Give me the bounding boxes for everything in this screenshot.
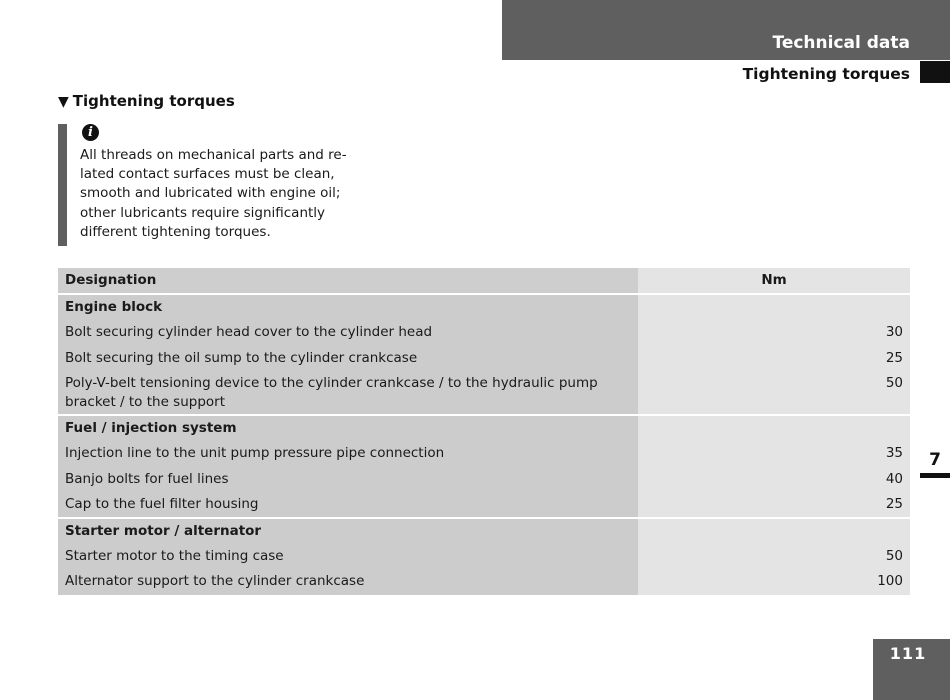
header-tab-marker [920, 61, 950, 83]
nm-cell: 35 [638, 441, 910, 467]
chapter-tab [920, 448, 950, 478]
section-heading [58, 92, 235, 110]
section-heading-text: Tightening torques [72, 92, 235, 110]
nm-cell: 25 [638, 492, 910, 518]
table-row [58, 371, 910, 415]
designation-cell: Injection line to the unit pump pressure pipe connection [58, 441, 638, 467]
designation-cell: Poly-V-belt tensioning device to the cylinder crankcase / to the hydraulic pump bracket / to the support [58, 371, 638, 415]
nm-cell: 100 [638, 569, 910, 595]
chapter-header [502, 0, 950, 60]
table-row [58, 320, 910, 346]
table-row [58, 467, 910, 493]
group-title: Fuel / injection system [58, 415, 638, 441]
column-header-nm: Nm [638, 268, 910, 294]
chapter-tab-number: 7 [929, 450, 941, 470]
table-row [58, 492, 910, 518]
page-number-box [873, 639, 950, 700]
torque-table [58, 268, 910, 595]
table-row [58, 569, 910, 595]
group-title: Engine block [58, 294, 638, 320]
table-group-row [58, 518, 910, 544]
table-group-row [58, 415, 910, 441]
triangle-down-icon: ▼ [58, 94, 69, 110]
note-bar [58, 124, 67, 246]
page-number: 111 [889, 644, 927, 663]
designation-cell: Cap to the fuel filter housing [58, 492, 638, 518]
nm-cell: 25 [638, 346, 910, 372]
table-header-row [58, 268, 910, 294]
nm-cell: 40 [638, 467, 910, 493]
table-row [58, 346, 910, 372]
nm-cell: 50 [638, 371, 910, 415]
chapter-title: Technical data [772, 33, 910, 53]
note-text: All threads on mechanical parts and re- lated contact surfaces must be clean, smooth and lubricated with engine oil; other lubricants require significantly different tightening torques. [80, 147, 347, 240]
group-title: Starter motor / alternator [58, 518, 638, 544]
designation-cell: Starter motor to the timing case [58, 544, 638, 570]
designation-cell: Banjo bolts for fuel lines [58, 467, 638, 493]
designation-cell: Bolt securing cylinder head cover to the cylinder head [58, 320, 638, 346]
table-row [58, 544, 910, 570]
info-icon: i [82, 124, 99, 141]
nm-cell: 50 [638, 544, 910, 570]
section-title: Tightening torques [742, 65, 910, 83]
table-row [58, 441, 910, 467]
designation-cell: Bolt securing the oil sump to the cylinder crankcase [58, 346, 638, 372]
nm-cell: 30 [638, 320, 910, 346]
designation-cell: Alternator support to the cylinder crankcase [58, 569, 638, 595]
table-group-row [58, 294, 910, 320]
chapter-tab-underline [920, 473, 950, 478]
column-header-designation: Designation [58, 268, 638, 294]
